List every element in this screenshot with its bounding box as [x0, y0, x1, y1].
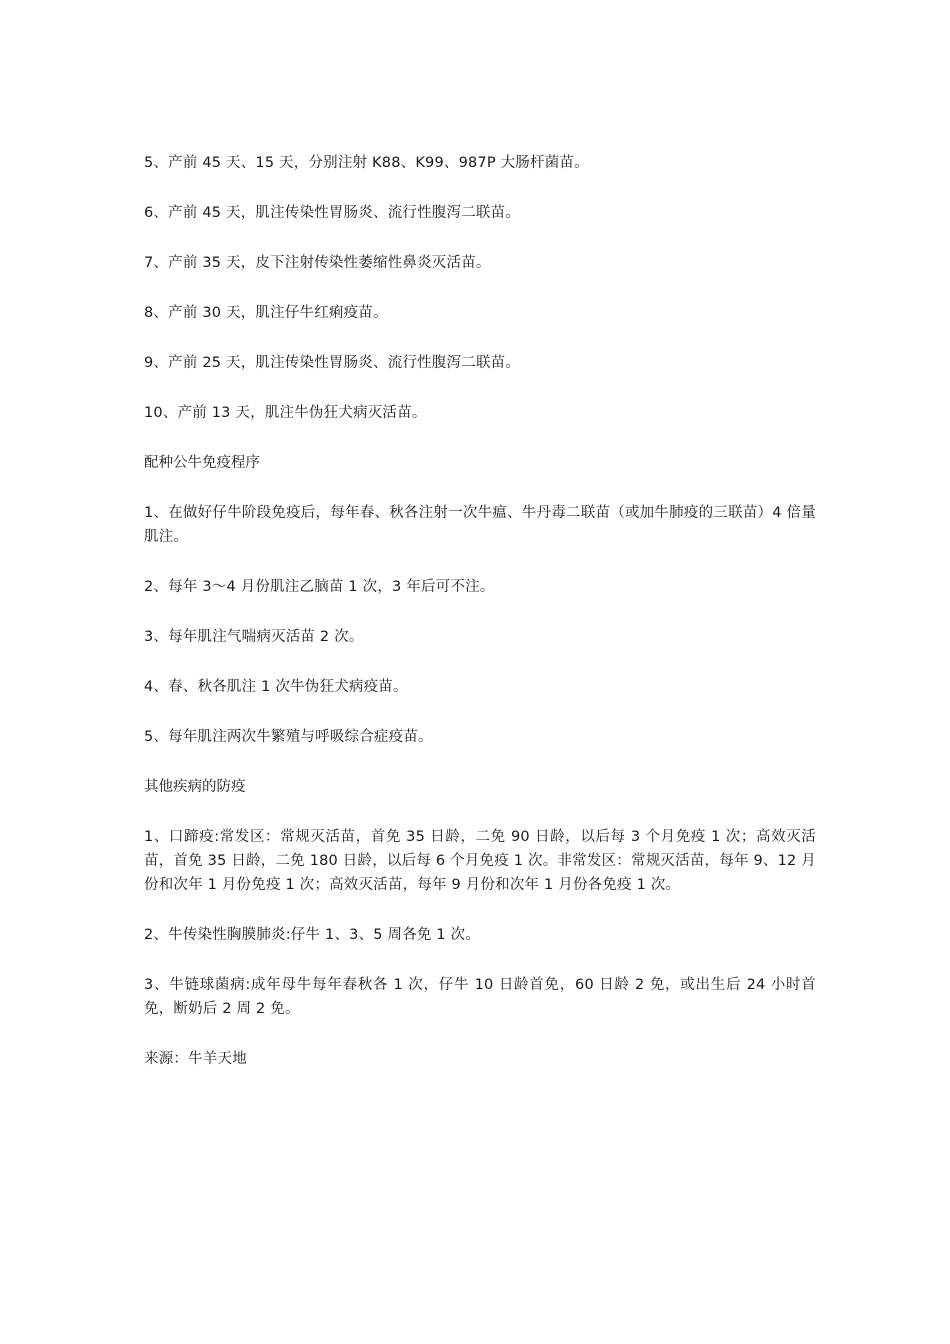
list-item: 10、产前 13 天，肌注牛伪狂犬病灭活苗。: [144, 405, 427, 421]
list-item: 5、每年肌注两次牛繁殖与呼吸综合症疫苗。: [144, 729, 433, 745]
list-item: 3、牛链球菌病:成年母牛每年春秋各 1 次，仔牛 10 日龄首免，60 日龄 2 免，或出生后 24 小时首免，断奶后 2 周 2 免。: [144, 977, 816, 1017]
list-item: 1、在做好仔牛阶段免疫后，每年春、秋各注射一次牛瘟、牛丹毒二联苗（或加牛肺疫的三联苗）4 倍量肌注。: [144, 505, 816, 545]
list-item: 5、产前 45 天、15 天，分别注射 K88、K99、987P 大肠杆菌苗。: [144, 155, 589, 171]
list-item: 9、产前 25 天，肌注传染性胃肠炎、流行性腹泻二联苗。: [144, 355, 520, 371]
list-item: 1、口蹄疫:常发区：常规灭活苗，首免 35 日龄，二免 90 日龄，以后每 3 个月免疫 1 次；高效灭活苗，首免 35 日龄，二免 180 日龄，以后每 6 个月免疫 1 次。非常发区：常规灭活苗，每年 9、12 月份和次年 1 月份免疫 1 次；高效灭活苗，每年 9 月份和次年 1 月份各免疫 1 次。: [144, 829, 816, 893]
list-item: 3、每年肌注气喘病灭活苗 2 次。: [144, 629, 364, 645]
list-item: 7、产前 35 天，皮下注射传染性萎缩性鼻炎灭活苗。: [144, 255, 491, 271]
list-item: 2、牛传染性胸膜肺炎:仔牛 1、3、5 周各免 1 次。: [144, 927, 481, 943]
list-item: 4、春、秋各肌注 1 次牛伪狂犬病疫苗。: [144, 679, 408, 695]
section-heading-breeding-bull: 配种公牛免疫程序: [144, 455, 260, 471]
section-heading-other-diseases: 其他疾病的防疫: [144, 779, 246, 795]
source-attribution: 来源：牛羊天地: [144, 1051, 247, 1067]
list-item: 6、产前 45 天，肌注传染性胃肠炎、流行性腹泻二联苗。: [144, 205, 520, 221]
list-item: 8、产前 30 天，肌注仔牛红痢疫苗。: [144, 305, 388, 321]
document-body: [144, 151, 816, 1097]
list-item: 2、每年 3～4 月份肌注乙脑苗 1 次，3 年后可不注。: [144, 579, 495, 595]
